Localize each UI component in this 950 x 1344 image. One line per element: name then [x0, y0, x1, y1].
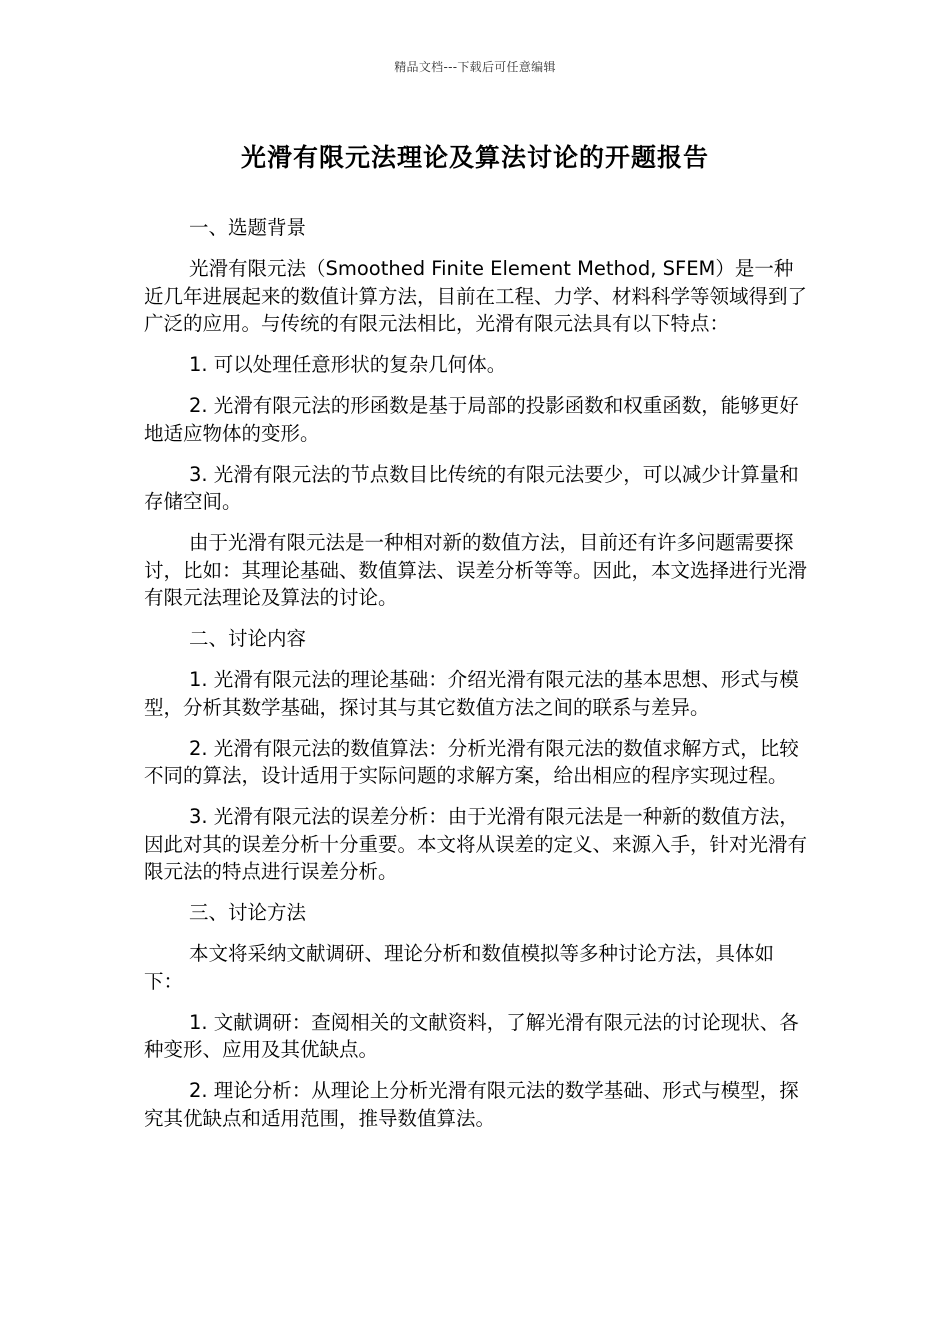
- section-heading-background: 一、选题背景: [189, 216, 307, 239]
- list-item: 3. 光滑有限元法的误差分析：由于光滑有限元法是一种新的数值方法，因此对其的误差分析十分重要。本文将从误差的定义、来源入手，针对光滑有限元法的特点进行误差分析。: [144, 805, 808, 883]
- document-body: [144, 214, 812, 1146]
- paragraph: 本文将采纳文献调研、理论分析和数值模拟等多种讨论方法，具体如下：: [144, 942, 775, 993]
- list-item: 1. 光滑有限元法的理论基础：介绍光滑有限元法的基本思想、形式与模型，分析其数学基础，探讨其与其它数值方法之间的联系与差异。: [144, 668, 799, 719]
- list-item: 1. 文献调研：查阅相关的文献资料，了解光滑有限元法的讨论现状、各种变形、应用及其优缺点。: [144, 1010, 799, 1061]
- list-item: 1. 可以处理任意形状的复杂几何体。: [189, 353, 507, 376]
- list-item: 2. 理论分析：从理论上分析光滑有限元法的数学基础、形式与模型，探究其优缺点和适用范围，推导数值算法。: [144, 1079, 799, 1130]
- section-heading-methods: 三、讨论方法: [189, 901, 307, 924]
- section-heading-content: 二、讨论内容: [189, 627, 307, 650]
- paragraph: 由于光滑有限元法是一种相对新的数值方法，目前还有许多问题需要探讨，比如：其理论基础、数值算法、误差分析等等。因此，本文选择进行光滑有限元法理论及算法的讨论。: [144, 531, 808, 609]
- list-item: 3. 光滑有限元法的节点数目比传统的有限元法要少，可以减少计算量和存储空间。: [144, 462, 799, 513]
- paragraph: 光滑有限元法（Smoothed Finite Element Method, SFEM）是一种近几年进展起来的数值计算方法，目前在工程、力学、材料科学等领域得到了广泛的应用。与传统的有限元法相比，光滑有限元法具有以下特点：: [144, 257, 808, 335]
- document-title: 光滑有限元法理论及算法讨论的开题报告: [240, 143, 709, 172]
- list-item: 2. 光滑有限元法的形函数是基于局部的投影函数和权重函数，能够更好地适应物体的变形。: [144, 394, 799, 445]
- list-item: 2. 光滑有限元法的数值算法：分析光滑有限元法的数值求解方式，比较不同的算法，设计适用于实际问题的求解方案，给出相应的程序实现过程。: [144, 736, 799, 787]
- header-note: 精品文档---下载后可任意编辑: [394, 60, 556, 74]
